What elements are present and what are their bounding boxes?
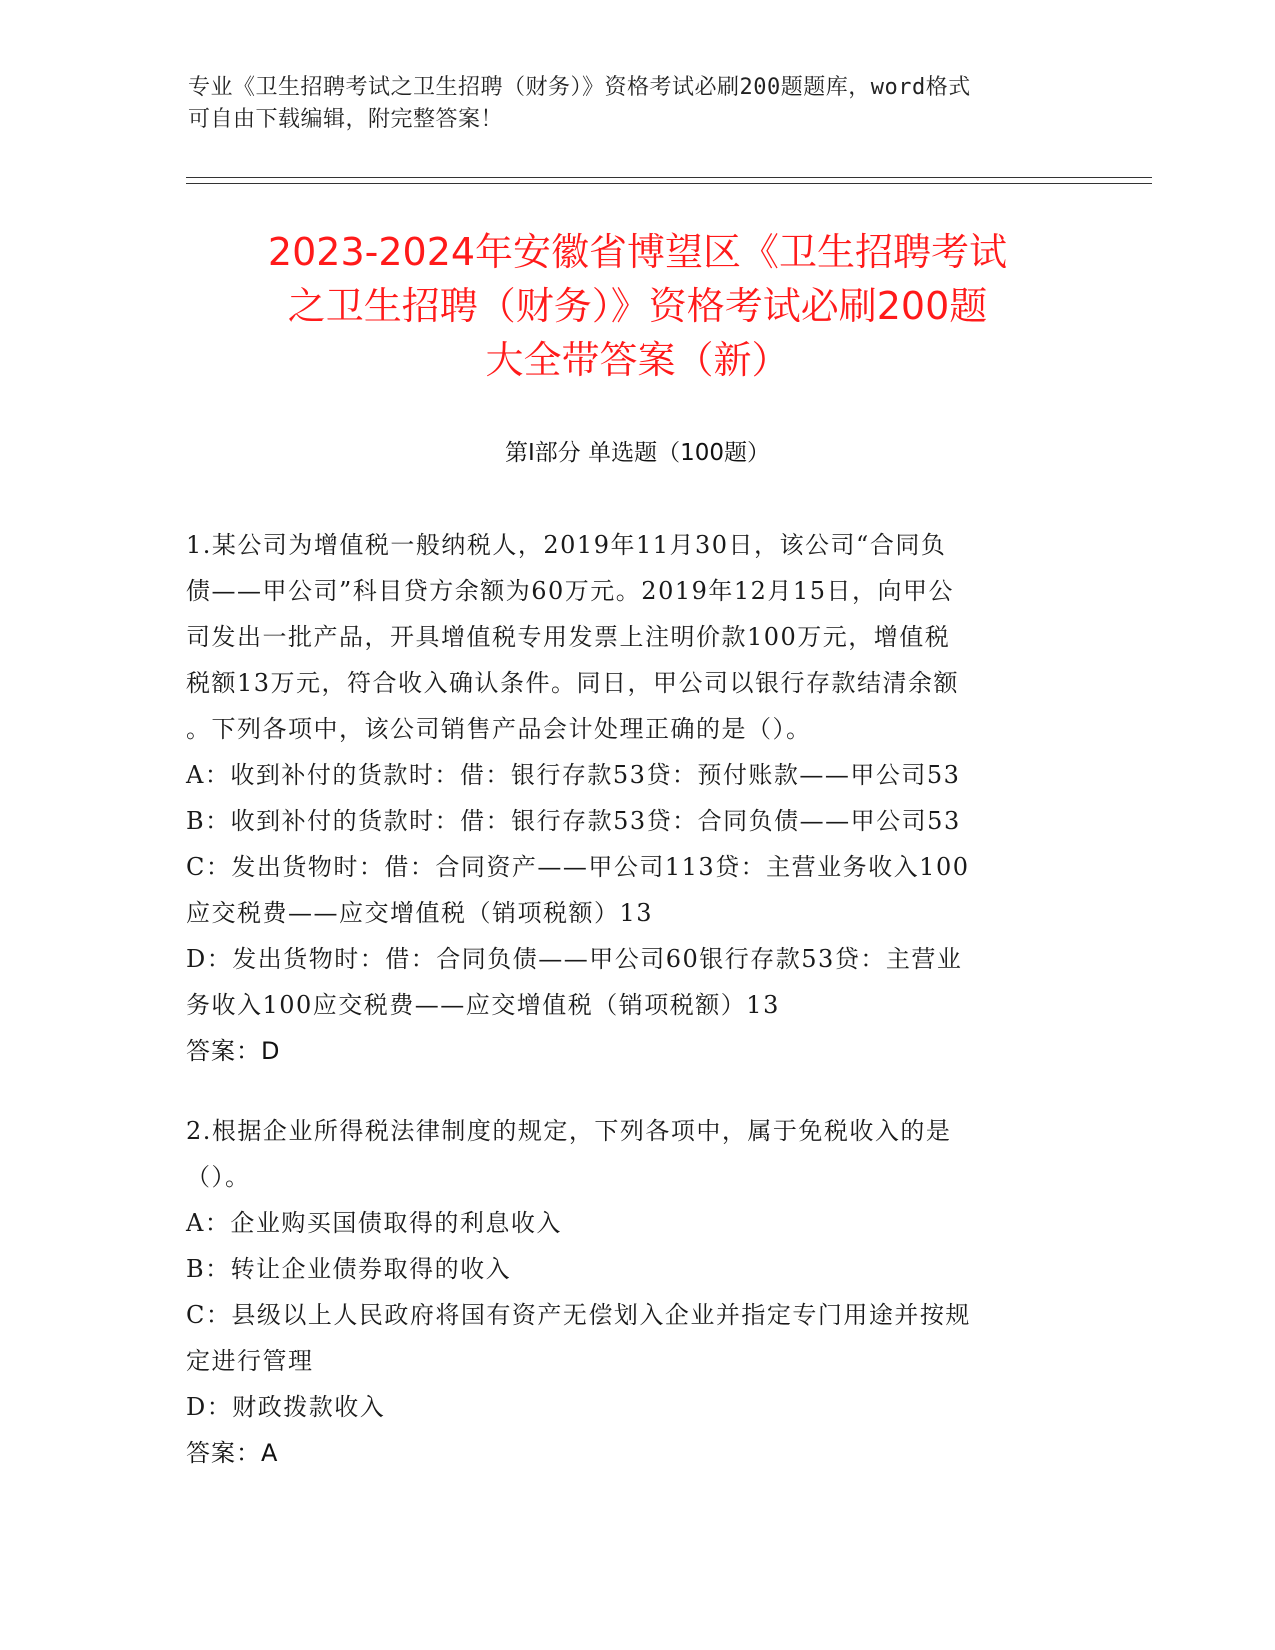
answer-line: 答案：A — [186, 1439, 279, 1467]
header-note-line: 专业《卫生招聘考试之卫生招聘（财务）》资格考试必刷200题题库，word格式 — [188, 75, 971, 100]
title-line: 之卫生招聘（财务）》资格考试必刷200题 — [287, 284, 988, 328]
option-d: D：财政拨款收入 — [186, 1393, 386, 1421]
header-divider — [186, 177, 1152, 178]
option-b: B：收到补付的货款时：借：银行存款53贷：合同负债——甲公司53 — [186, 807, 961, 835]
option-a: A：企业购买国债取得的利息收入 — [186, 1209, 562, 1237]
header-divider — [186, 183, 1152, 184]
option-b: B：转让企业债券取得的收入 — [186, 1255, 512, 1283]
question-stem-line: 。下列各项中，该公司销售产品会计处理正确的是（）。 — [186, 715, 812, 743]
option-c-continued: 应交税费——应交增值税（销项税额）13 — [186, 899, 654, 927]
question-stem-line: 债——甲公司”科目贷方余额为60万元。2019年12月15日，向甲公 — [186, 577, 954, 605]
question-stem-line: 司发出一批产品，开具增值税专用发票上注明价款100万元，增值税 — [186, 623, 951, 651]
header-note-line: 可自由下载编辑，附完整答案！ — [188, 107, 504, 132]
question-stem-line: （）。 — [186, 1163, 251, 1191]
question-1 — [186, 522, 1086, 1074]
question-2 — [186, 1108, 1086, 1476]
option-c-continued: 定进行管理 — [186, 1347, 314, 1375]
section-heading: 第I部分 单选题（100题） — [505, 440, 770, 466]
option-c: C：发出货物时：借：合同资产——甲公司113贷：主营业务收入100 — [186, 853, 970, 881]
question-stem-line: 2.根据企业所得税法律制度的规定，下列各项中，属于免税收入的是 — [186, 1117, 952, 1145]
title-line: 2023-2024年安徽省博望区《卫生招聘考试 — [267, 230, 1008, 274]
answer-line: 答案：D — [186, 1037, 281, 1065]
option-a: A：收到补付的货款时：借：银行存款53贷：预付账款——甲公司53 — [186, 761, 961, 789]
document-title — [150, 225, 1125, 387]
question-stem-line: 税额13万元，符合收入确认条件。同日，甲公司以银行存款结清余额 — [186, 669, 960, 697]
title-line: 大全带答案（新） — [485, 338, 790, 382]
option-c: C：县级以上人民政府将国有资产无偿划入企业并指定专门用途并按规 — [186, 1301, 971, 1329]
option-d: D：发出货物时：借：合同负债——甲公司60银行存款53贷：主营业 — [186, 945, 963, 973]
option-d-continued: 务收入100应交税费——应交增值税（销项税额）13 — [186, 991, 780, 1019]
question-stem-line: 1.某公司为增值税一般纳税人，2019年11月30日，该公司“合同负 — [186, 531, 947, 559]
header-note — [188, 72, 1068, 136]
